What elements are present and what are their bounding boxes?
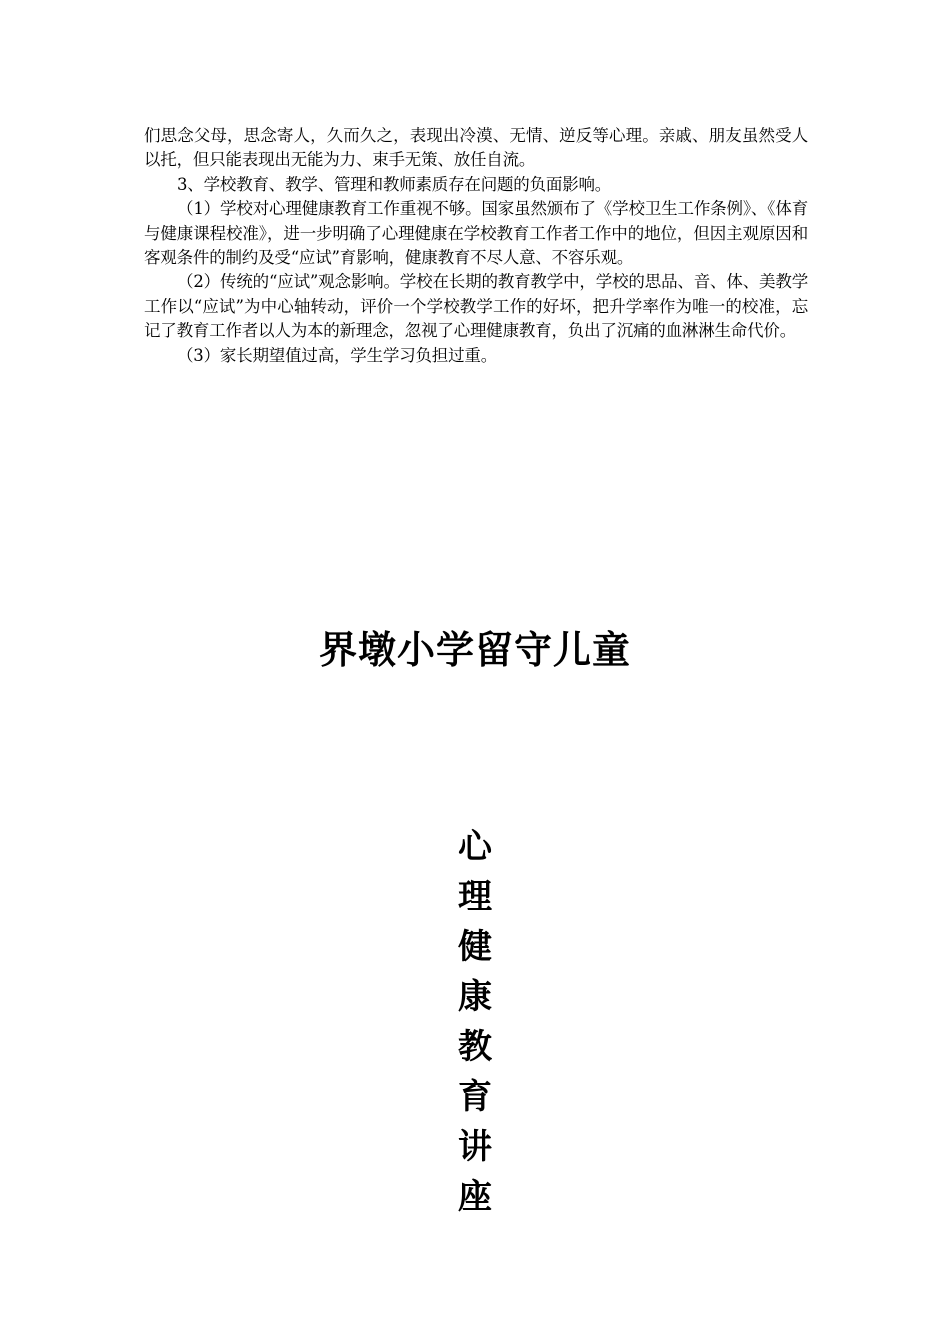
main-title: 界墩小学留守儿童 bbox=[318, 628, 631, 672]
vertical-title-char: 康 bbox=[458, 977, 492, 1017]
vertical-title-char: 讲 bbox=[458, 1127, 492, 1167]
vertical-title-char: 心 bbox=[458, 827, 492, 867]
vertical-title bbox=[450, 822, 500, 1222]
paragraph-5: （3）家长期望值过高，学生学习负担过重。 bbox=[177, 345, 497, 365]
vertical-title-char: 座 bbox=[458, 1177, 492, 1217]
paragraph-4: （2）传统的“应试”观念影响。学校在长期的教育教学中，学校的思品、音、体、美教学工作以“应试”为中心轴转动，评价一个学校教学工作的好坏，把升学率作为唯一的校准，忘记了教育工作者以人为本的新理念，忽视了心理健康教育，负出了沉痛的血淋淋生命代价。 bbox=[144, 272, 808, 341]
body-text bbox=[144, 124, 808, 368]
paragraph-3: （1）学校对心理健康教育工作重视不够。国家虽然颁布了《学校卫生工作条例》、《体育与健康课程校准》，进一步明确了心理健康在学校教育工作者工作中的地位，但因主观原因和客观条件的制约及受“应试”育影响，健康教育不尽人意、不容乐观。 bbox=[144, 199, 808, 268]
vertical-title-char: 教 bbox=[458, 1027, 492, 1067]
paragraph-2: 3、学校教育、教学、管理和教师素质存在问题的负面影响。 bbox=[177, 174, 612, 194]
vertical-title-char: 健 bbox=[458, 927, 492, 967]
paragraph-1: 们思念父母，思念寄人，久而久之，表现出冷漠、无情、逆反等心理。亲戚、朋友虽然受人以托，但只能表现出无能为力、束手无策、放任自流。 bbox=[144, 126, 808, 170]
vertical-title-char: 育 bbox=[458, 1077, 492, 1117]
vertical-title-char: 理 bbox=[458, 877, 492, 917]
